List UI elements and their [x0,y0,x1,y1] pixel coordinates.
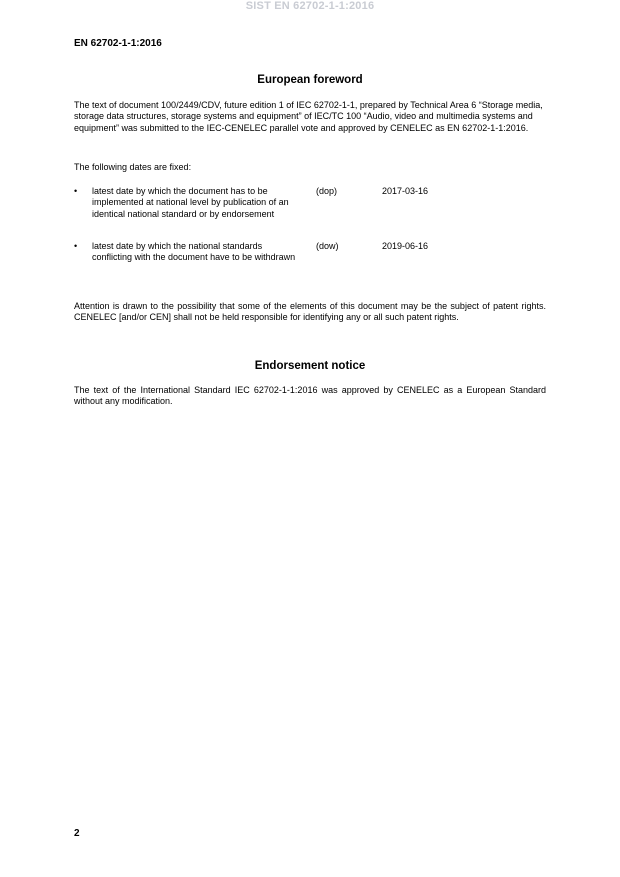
endorsement-text: The text of the International Standard IEC 62702-1-1:2016 was approved by CENELEC as a European Standard without any modification. [74,385,546,407]
bullet-mark: • [74,241,78,251]
attention-paragraph: Attention is drawn to the possibility that some of the elements of this document may be the subject of patent rights. CENELEC [and/or CEN] shall not be held responsible for identifying any or all such patent rights. [74,301,546,323]
page-number: 2 [74,828,80,839]
endorsement-title: Endorsement notice [254,360,366,372]
date-description: latest date by which the national standards conflicting with the document have to be withdrawn [92,241,296,263]
document-id: EN 62702-1-1:2016 [74,38,162,49]
bullet-mark: • [74,186,78,196]
foreword-title: European foreword [257,74,363,86]
watermark: SIST EN 62702-1-1:2016 [245,0,375,12]
date-code: (dop) [316,186,338,196]
dates-intro: The following dates are fixed: [74,162,192,172]
foreword-paragraph: The text of document 100/2449/CDV, future edition 1 of IEC 62702-1-1, prepared by Technical Area 6 “Storage media, storage data structures, storage systems and equipment” of IEC/TC 100 “Audio, video and multimedia systems and equipment” was submitted to the IEC-CENELEC parallel vote and approved by CENELEC as EN 62702-1-1:2016. [74,100,543,133]
date-code: (dow) [316,241,339,251]
date-value: 2017-03-16 [382,186,429,196]
date-description: latest date by which the document has to be implemented at national level by publication of an identical national standard or by endorsement [92,186,289,219]
date-value: 2019-06-16 [382,241,429,251]
